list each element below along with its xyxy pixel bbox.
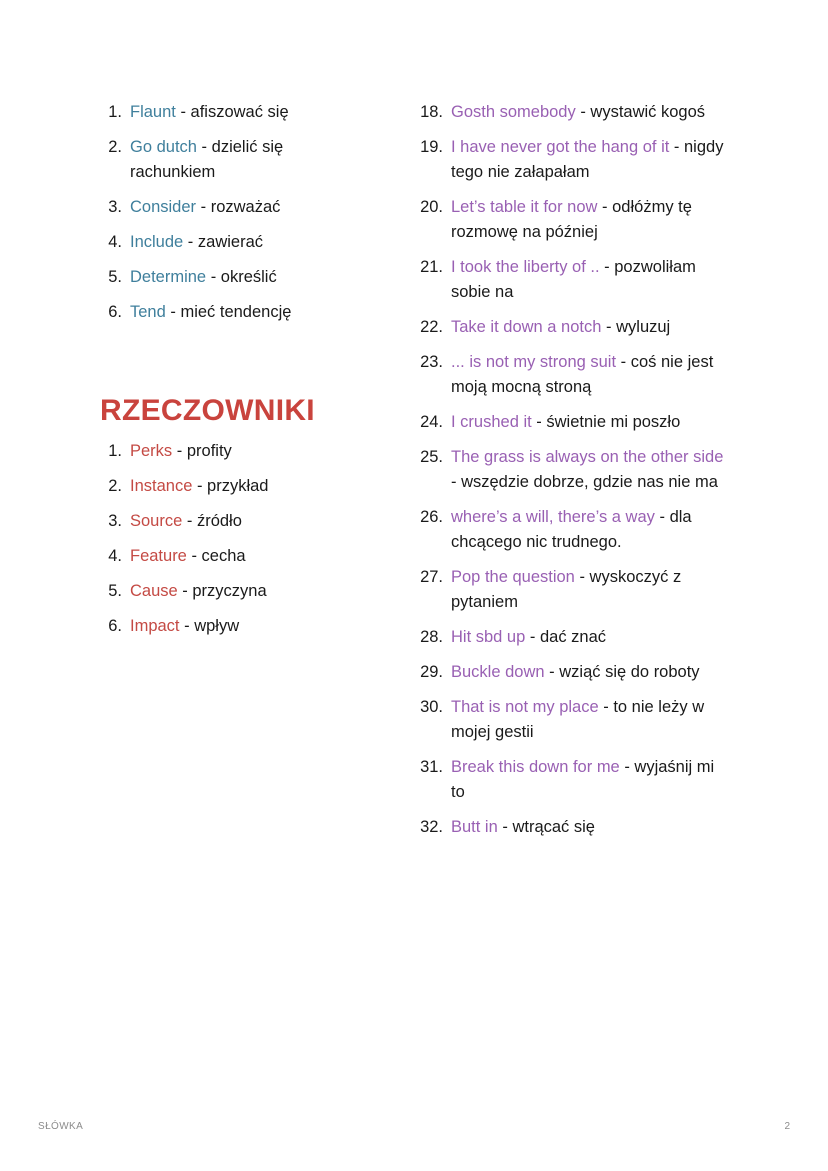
polish-translation: odłóżmy tę rozmowę na później <box>451 198 692 241</box>
item-number: 23. <box>420 353 443 371</box>
polish-translation: profity <box>186 442 232 460</box>
english-term: Impact <box>130 617 180 635</box>
item-number: 32. <box>420 818 443 836</box>
item-number: 26. <box>420 508 443 526</box>
phrases-column <box>412 100 732 850</box>
polish-translation: źródło <box>196 512 242 530</box>
polish-translation: wziąć się do roboty <box>559 663 700 681</box>
polish-translation: wyjaśnij mi to <box>451 758 715 801</box>
english-phrase: Gosth somebody <box>451 103 576 121</box>
english-phrase: I crushed it <box>451 413 532 431</box>
english-term: Flaunt <box>130 103 176 121</box>
english-term: Source <box>130 512 183 530</box>
list-item: 27. Pop the question - wyskoczyć z pytaniem <box>412 565 732 615</box>
polish-translation: zawierać <box>197 233 263 251</box>
english-term: Tend <box>130 303 166 321</box>
polish-translation: afiszować się <box>190 103 289 121</box>
page-number: 2 <box>784 1121 790 1132</box>
list-item: 21. I took the liberty of .. - pozwoliłam sobie na <box>412 255 732 305</box>
item-number: 24. <box>420 413 443 431</box>
nouns-heading: RZECZOWNIKI <box>100 394 315 427</box>
english-phrase: I have never got the hang of it <box>451 138 670 156</box>
list-item: 5. Determine - określić <box>100 265 350 290</box>
english-phrase: That is not my place <box>451 698 599 716</box>
polish-translation: wszędzie dobrze, gdzie nas nie ma <box>461 473 718 491</box>
item-number: 31. <box>420 758 443 776</box>
list-item: 32. Butt in - wtrącać się <box>412 815 732 840</box>
list-item: 4. Feature - cecha <box>100 544 350 569</box>
polish-translation: dać znać <box>539 628 607 646</box>
english-phrase: Hit sbd up <box>451 628 526 646</box>
list-item: 23. ... is not my strong suit - coś nie jest moją mocną stroną <box>412 350 732 400</box>
item-number: 20. <box>420 198 443 216</box>
item-number: 3. <box>108 198 122 216</box>
verbs-list <box>100 100 350 325</box>
polish-translation: rozważać <box>210 198 281 216</box>
english-phrase: The grass is always on the other side <box>451 448 724 466</box>
english-term: Feature <box>130 547 187 565</box>
english-term: Perks <box>130 442 173 460</box>
polish-translation: przyczyna <box>192 582 267 600</box>
item-number: 18. <box>420 103 443 121</box>
english-term: Cause <box>130 582 178 600</box>
english-phrase: Pop the question <box>451 568 575 586</box>
polish-translation: coś nie jest moją mocną stroną <box>451 353 714 396</box>
english-phrase: ... is not my strong suit <box>451 353 617 371</box>
english-term: Consider <box>130 198 197 216</box>
list-item: 26. where’s a will, there’s a way - dla chcącego nic trudnego. <box>412 505 732 555</box>
footer-label: SŁÓWKA <box>38 1121 84 1132</box>
polish-translation: nigdy tego nie załapałam <box>451 138 724 181</box>
item-number: 2. <box>108 138 122 156</box>
list-item: 31. Break this down for me - wyjaśnij mi to <box>412 755 732 805</box>
item-number: 6. <box>108 303 122 321</box>
polish-translation: to nie leży w mojej gestii <box>451 698 705 741</box>
item-number: 30. <box>420 698 443 716</box>
list-item: 6. Tend - mieć tendencję <box>100 300 350 325</box>
verbs-column <box>100 100 350 335</box>
list-item: 22. Take it down a notch - wyluzuj <box>412 315 732 340</box>
list-item: 5. Cause - przyczyna <box>100 579 350 604</box>
item-number: 4. <box>108 547 122 565</box>
item-number: 28. <box>420 628 443 646</box>
english-term: Go dutch <box>130 138 197 156</box>
polish-translation: wpływ <box>194 617 240 635</box>
polish-translation: cecha <box>201 547 246 565</box>
polish-translation: wyluzuj <box>616 318 671 336</box>
item-number: 6. <box>108 617 122 635</box>
english-term: Include <box>130 233 184 251</box>
item-number: 4. <box>108 233 122 251</box>
polish-translation: wystawić kogoś <box>590 103 706 121</box>
item-number: 5. <box>108 268 122 286</box>
polish-translation: przykład <box>207 477 269 495</box>
list-item: 19. I have never got the hang of it - nigdy tego nie załapałam <box>412 135 732 185</box>
english-phrase: Break this down for me <box>451 758 620 776</box>
english-term: Determine <box>130 268 207 286</box>
polish-translation: określić <box>220 268 277 286</box>
list-item: 6. Impact - wpływ <box>100 614 350 639</box>
polish-translation: mieć tendencję <box>180 303 292 321</box>
phrases-list <box>412 100 732 840</box>
list-item: 25. The grass is always on the other side - wszędzie dobrze, gdzie nas nie ma <box>412 445 732 495</box>
polish-translation: świetnie mi poszło <box>546 413 681 431</box>
list-item: 24. I crushed it - świetnie mi poszło <box>412 410 732 435</box>
list-item: 18. Gosth somebody - wystawić kogoś <box>412 100 732 125</box>
nouns-list <box>100 439 350 639</box>
list-item: 2. Go dutch - dzielić się rachunkiem <box>100 135 350 185</box>
item-number: 19. <box>420 138 443 156</box>
item-number: 5. <box>108 582 122 600</box>
english-phrase: Take it down a notch <box>451 318 602 336</box>
list-item: 2. Instance - przykład <box>100 474 350 499</box>
list-item: 3. Consider - rozważać <box>100 195 350 220</box>
polish-translation: wtrącać się <box>512 818 595 836</box>
item-number: 2. <box>108 477 122 495</box>
english-term: Instance <box>130 477 193 495</box>
item-number: 22. <box>420 318 443 336</box>
item-number: 29. <box>420 663 443 681</box>
list-item: 20. Let’s table it for now - odłóżmy tę rozmowę na później <box>412 195 732 245</box>
item-number: 3. <box>108 512 122 530</box>
item-number: 1. <box>108 103 122 121</box>
item-number: 27. <box>420 568 443 586</box>
nouns-column <box>100 439 350 649</box>
list-item: 1. Flaunt - afiszować się <box>100 100 350 125</box>
item-number: 21. <box>420 258 443 276</box>
polish-translation: pozwoliłam sobie na <box>451 258 696 301</box>
item-number: 25. <box>420 448 443 466</box>
list-item: 1. Perks - profity <box>100 439 350 464</box>
english-phrase: where’s a will, there’s a way <box>451 508 655 526</box>
item-number: 1. <box>108 442 122 460</box>
list-item: 30. That is not my place - to nie leży w mojej gestii <box>412 695 732 745</box>
english-phrase: Buckle down <box>451 663 545 681</box>
polish-translation: wyskoczyć z pytaniem <box>451 568 682 611</box>
list-item: 4. Include - zawierać <box>100 230 350 255</box>
list-item: 3. Source - źródło <box>100 509 350 534</box>
list-item: 29. Buckle down - wziąć się do roboty <box>412 660 732 685</box>
polish-translation: dla chcącego nic trudnego. <box>451 508 692 551</box>
english-phrase: Butt in <box>451 818 498 836</box>
english-phrase: Let’s table it for now <box>451 198 598 216</box>
list-item: 28. Hit sbd up - dać znać <box>412 625 732 650</box>
english-phrase: I took the liberty of .. <box>451 258 600 276</box>
polish-translation: dzielić się rachunkiem <box>130 138 284 181</box>
